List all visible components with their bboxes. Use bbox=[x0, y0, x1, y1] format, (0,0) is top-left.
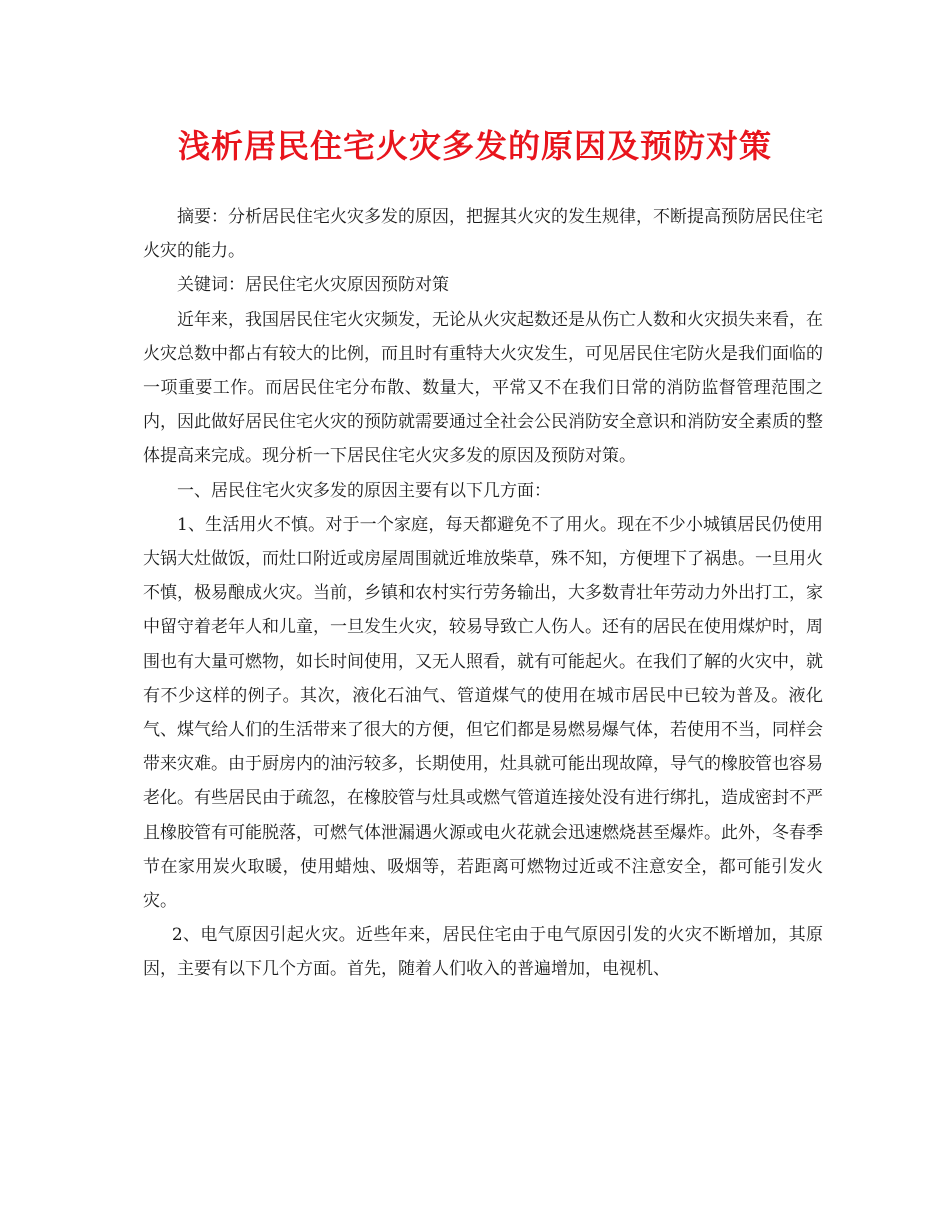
intro-paragraph: 近年来，我国居民住宅火灾频发，无论从火灾起数还是从伤亡人数和火灾损失来看，在火灾总数中都占有较大的比例，而且时有重特大火灾发生，可见居民住宅防火是我们面临的一项重要工作。而居民住宅分布散、数量大，平常又不在我们日常的消防监督管理范围之内，因此做好居民住宅火灾的预防就需要通过全社会公民消防安全意识和消防安全素质的整体提高来完成。现分析一下居民住宅火灾多发的原因及预防对策。 bbox=[143, 309, 823, 467]
section-heading: 一、居民住宅火灾多发的原因主要有以下几方面： bbox=[177, 480, 551, 501]
body-paragraph-electrical-fire: 2、电气原因引起火灾。近些年来，居民住宅由于电气原因引发的火灾不断增加，其原因，主要有以下几个方面。首先，随着人们收入的普遍增加，电视机、 bbox=[143, 925, 823, 980]
abstract-paragraph: 摘要：分析居民住宅火灾多发的原因，把握其火灾的发生规律，不断提高预防居民住宅火灾的能力。 bbox=[143, 207, 823, 262]
page-title: 浅析居民住宅火灾多发的原因及预防对策 bbox=[177, 127, 772, 165]
document-body bbox=[143, 200, 823, 987]
keywords-paragraph: 关键词：居民住宅火灾原因预防对策 bbox=[177, 275, 449, 296]
body-paragraph-cooking-fire: 1、生活用火不慎。对于一个家庭，每天都避免不了用火。现在不少小城镇居民仍使用大锅大灶做饭，而灶口附近或房屋周围就近堆放柴草，殊不知，方便埋下了祸患。一旦用火不慎，极易酿成火灾。当前，乡镇和农村实行劳务输出，大多数青壮年劳动力外出打工，家中留守着老年人和儿童，一旦发生火灾，较易导致亡人伤人。还有的居民在使用煤炉时，周围也有大量可燃物，如长时间使用，又无人照看，就有可能起火。在我们了解的火灾中，就有不少这样的例子。其次，液化石油气、管道煤气的使用在城市居民中已较为普及。液化气、煤气给人们的生活带来了很大的方便，但它们都是易燃易爆气体，若使用不当，同样会带来灾难。由于厨房内的油污较多，长期使用，灶具就可能出现故障，导气的橡胶管也容易老化。有些居民由于疏忽，在橡胶管与灶具或燃气管道连接处没有进行绑扎，造成密封不严且橡胶管有可能脱落，可燃气体泄漏遇火源或电火花就会迅速燃烧甚至爆炸。此外，冬春季节在家用炭火取暖，使用蜡烛、吸烟等，若距离可燃物过近或不注意安全，都可能引发火灾。 bbox=[143, 514, 823, 912]
